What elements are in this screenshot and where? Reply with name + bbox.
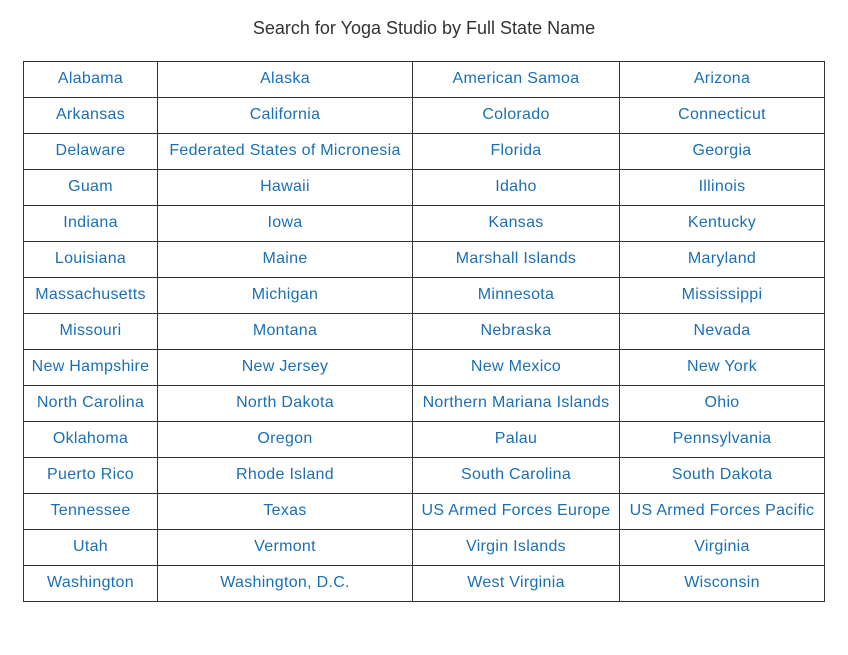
table-cell <box>24 98 158 134</box>
state-link-pennsylvania[interactable]: Pennsylvania <box>672 430 772 447</box>
state-link-south-carolina[interactable]: South Carolina <box>460 466 572 483</box>
table-cell <box>24 494 158 530</box>
table-cell <box>413 134 620 170</box>
table-cell <box>620 494 825 530</box>
state-link-micronesia[interactable]: Federated States of Micronesia <box>169 142 401 159</box>
state-link-iowa[interactable]: Iowa <box>267 214 303 231</box>
state-link-northern-mariana-islands[interactable]: Northern Mariana Islands <box>422 394 610 411</box>
state-link-connecticut[interactable]: Connecticut <box>678 106 766 123</box>
table-cell <box>413 422 620 458</box>
table-cell <box>620 134 825 170</box>
state-link-georgia[interactable]: Georgia <box>692 142 752 159</box>
table-cell <box>620 62 825 98</box>
table-cell <box>24 566 158 602</box>
page-title: Search for Yoga Studio by Full State Name <box>252 18 596 38</box>
state-table-body <box>24 62 825 602</box>
state-link-california[interactable]: California <box>249 106 321 123</box>
state-table <box>23 61 825 602</box>
table-row <box>24 530 825 566</box>
state-link-nevada[interactable]: Nevada <box>693 322 751 339</box>
table-cell <box>158 494 413 530</box>
state-link-vermont[interactable]: Vermont <box>254 538 316 555</box>
state-link-mississippi[interactable]: Mississippi <box>681 286 763 303</box>
table-cell <box>620 98 825 134</box>
table-row <box>24 62 825 98</box>
state-link-west-virginia[interactable]: West Virginia <box>467 574 565 591</box>
state-link-north-carolina[interactable]: North Carolina <box>36 394 145 411</box>
state-link-illinois[interactable]: Illinois <box>698 178 746 195</box>
table-cell <box>620 566 825 602</box>
state-link-indiana[interactable]: Indiana <box>63 214 118 231</box>
table-cell <box>413 170 620 206</box>
table-cell <box>413 350 620 386</box>
state-link-delaware[interactable]: Delaware <box>55 142 126 159</box>
table-cell <box>620 314 825 350</box>
table-cell <box>413 566 620 602</box>
state-link-new-jersey[interactable]: New Jersey <box>241 358 329 375</box>
table-cell <box>413 62 620 98</box>
table-row <box>24 458 825 494</box>
table-cell <box>158 206 413 242</box>
table-cell <box>413 530 620 566</box>
state-link-north-dakota[interactable]: North Dakota <box>236 394 334 411</box>
state-link-washington[interactable]: Washington <box>47 574 134 591</box>
table-row <box>24 134 825 170</box>
table-cell <box>158 566 413 602</box>
table-cell <box>24 62 158 98</box>
state-link-guam[interactable]: Guam <box>68 178 113 195</box>
state-link-hawaii[interactable]: Hawaii <box>260 178 310 195</box>
table-cell <box>158 242 413 278</box>
table-cell <box>158 98 413 134</box>
state-link-wisconsin[interactable]: Wisconsin <box>684 574 760 591</box>
state-link-ohio[interactable]: Ohio <box>704 394 740 411</box>
table-cell <box>24 458 158 494</box>
table-cell <box>158 458 413 494</box>
table-row <box>24 278 825 314</box>
table-cell <box>24 134 158 170</box>
table-cell <box>158 62 413 98</box>
table-cell <box>24 350 158 386</box>
state-link-alaska[interactable]: Alaska <box>260 70 310 87</box>
table-cell <box>24 314 158 350</box>
table-cell <box>24 386 158 422</box>
table-cell <box>620 350 825 386</box>
state-link-oregon[interactable]: Oregon <box>257 430 313 447</box>
table-cell <box>413 458 620 494</box>
state-link-south-dakota[interactable]: South Dakota <box>671 466 773 483</box>
table-row <box>24 350 825 386</box>
state-link-rhode-island[interactable]: Rhode Island <box>236 466 334 483</box>
state-link-utah[interactable]: Utah <box>73 538 108 555</box>
table-cell <box>24 170 158 206</box>
state-link-kentucky[interactable]: Kentucky <box>687 214 757 231</box>
table-cell <box>620 422 825 458</box>
table-cell <box>24 278 158 314</box>
state-link-alabama[interactable]: Alabama <box>57 70 124 87</box>
table-cell <box>413 206 620 242</box>
table-cell <box>158 530 413 566</box>
state-link-maine[interactable]: Maine <box>262 250 308 267</box>
table-cell <box>413 98 620 134</box>
table-cell <box>620 458 825 494</box>
table-row <box>24 98 825 134</box>
state-link-virgin-islands[interactable]: Virgin Islands <box>466 538 566 555</box>
table-row <box>24 170 825 206</box>
table-cell <box>158 134 413 170</box>
state-link-florida[interactable]: Florida <box>490 142 542 159</box>
table-cell <box>24 206 158 242</box>
table-cell <box>620 170 825 206</box>
table-cell <box>158 350 413 386</box>
table-row <box>24 566 825 602</box>
table-row <box>24 386 825 422</box>
table-cell <box>24 242 158 278</box>
state-link-tennessee[interactable]: Tennessee <box>50 502 131 519</box>
table-cell <box>413 314 620 350</box>
table-cell <box>413 386 620 422</box>
table-cell <box>620 530 825 566</box>
state-link-us-armed-forces-pacific[interactable]: US Armed Forces Pacific <box>629 502 815 519</box>
table-cell <box>620 206 825 242</box>
state-link-michigan[interactable]: Michigan <box>251 286 319 303</box>
table-cell <box>158 386 413 422</box>
table-row <box>24 422 825 458</box>
table-cell <box>158 314 413 350</box>
table-cell <box>413 242 620 278</box>
table-row <box>24 206 825 242</box>
state-link-american-samoa[interactable]: American Samoa <box>452 70 580 87</box>
state-link-maryland[interactable]: Maryland <box>687 250 757 267</box>
table-cell <box>413 494 620 530</box>
state-link-arizona[interactable]: Arizona <box>693 70 751 87</box>
table-row <box>24 242 825 278</box>
state-link-us-armed-forces-europe[interactable]: US Armed Forces Europe <box>421 502 611 519</box>
table-cell <box>158 170 413 206</box>
table-cell <box>24 422 158 458</box>
table-cell <box>413 278 620 314</box>
state-link-missouri[interactable]: Missouri <box>59 322 122 339</box>
state-link-palau[interactable]: Palau <box>494 430 538 447</box>
state-link-nebraska[interactable]: Nebraska <box>480 322 552 339</box>
table-cell <box>158 422 413 458</box>
state-link-texas[interactable]: Texas <box>263 502 307 519</box>
state-link-new-hampshire[interactable]: New Hampshire <box>31 358 150 375</box>
table-cell <box>24 530 158 566</box>
state-link-new-mexico[interactable]: New Mexico <box>470 358 562 375</box>
state-link-minnesota[interactable]: Minnesota <box>477 286 555 303</box>
state-link-colorado[interactable]: Colorado <box>482 106 550 123</box>
table-cell <box>620 242 825 278</box>
state-link-washington-dc[interactable]: Washington, D.C. <box>220 574 350 591</box>
table-row <box>24 494 825 530</box>
table-cell <box>620 386 825 422</box>
table-cell <box>158 278 413 314</box>
table-cell <box>620 278 825 314</box>
state-link-idaho[interactable]: Idaho <box>495 178 537 195</box>
table-row <box>24 314 825 350</box>
state-link-new-york[interactable]: New York <box>687 358 757 375</box>
state-link-kansas[interactable]: Kansas <box>488 214 544 231</box>
state-link-montana[interactable]: Montana <box>252 322 318 339</box>
state-link-massachusetts[interactable]: Massachusetts <box>35 286 146 303</box>
state-link-marshall-islands[interactable]: Marshall Islands <box>455 250 577 267</box>
state-link-puerto-rico[interactable]: Puerto Rico <box>47 466 134 483</box>
state-link-virginia[interactable]: Virginia <box>694 538 750 555</box>
state-link-oklahoma[interactable]: Oklahoma <box>52 430 129 447</box>
state-link-louisiana[interactable]: Louisiana <box>54 250 127 267</box>
state-link-arkansas[interactable]: Arkansas <box>55 106 126 123</box>
